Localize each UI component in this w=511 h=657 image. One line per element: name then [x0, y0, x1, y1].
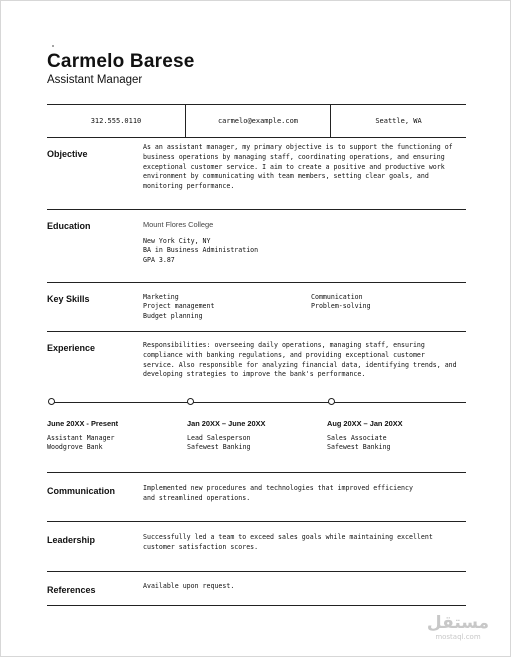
job-company: Woodgrove Bank — [47, 443, 103, 452]
divider — [47, 472, 466, 473]
education-school: Mount Flores College — [143, 220, 214, 229]
mostaql-logo — [419, 613, 497, 649]
leadership-text — [143, 533, 461, 553]
skill-item: Project management — [143, 302, 215, 311]
divider — [47, 209, 466, 210]
divider — [47, 137, 466, 138]
communication-text — [143, 484, 461, 504]
divider — [47, 331, 466, 332]
references-heading: References — [47, 585, 96, 595]
education-gpa: GPA 3.87 — [143, 255, 175, 264]
job-entry — [187, 434, 251, 453]
objective-line: exceptional customer service. I aim to create a positive and productive work — [143, 162, 445, 171]
references-text: Available upon request. — [143, 582, 235, 590]
skill-item: Budget planning — [143, 311, 203, 320]
candidate-name: Carmelo Barese — [47, 51, 195, 72]
logo-latin: mostaql.com — [435, 633, 481, 641]
experience-line: Responsibilities: overseeing daily operations, managing staff, ensuring — [143, 341, 425, 349]
education-degree: BA in Business Administration — [143, 246, 259, 255]
communication-heading: Communication — [47, 486, 116, 496]
experience-line: compliance with banking regulations, and providing exceptional customer — [143, 350, 425, 359]
job-dates: June 20XX - Present — [47, 419, 119, 428]
experience-line: service. Also responsible for analyzing financial data, identifying trends, and — [143, 360, 457, 369]
experience-text — [143, 341, 461, 380]
objective-line: As an assistant manager, my primary objective is to support the functioning of — [143, 143, 453, 151]
job-entry — [47, 434, 115, 453]
divider — [47, 605, 466, 606]
communication-line: and streamlined operations. — [143, 493, 251, 502]
communication-line: Implemented new procedures and technologies that improved efficiency — [143, 484, 413, 492]
experience-line: developing strategies to improve the bank's performance. — [143, 370, 366, 379]
job-dates: Aug 20XX – Jan 20XX — [327, 419, 403, 428]
skills-heading: Key Skills — [47, 294, 90, 304]
objective-line: business operations by managing staff, coordinating operations, and ensuring — [143, 152, 445, 161]
education-details — [143, 237, 258, 265]
skills-column-1 — [143, 293, 214, 321]
job-company: Safewest Banking — [187, 443, 251, 452]
skill-item: Problem-solving — [311, 302, 371, 311]
job-company: Safewest Banking — [327, 443, 391, 452]
logo-arabic: مستقل — [426, 613, 490, 633]
timeline-node — [328, 398, 335, 405]
contact-email: carmelo@example.com — [217, 117, 299, 125]
contact-location: Seattle, WA — [375, 117, 422, 125]
timeline-node — [187, 398, 194, 405]
skills-column-2 — [311, 293, 371, 312]
contact-bar — [47, 105, 466, 137]
job-dates: Jan 20XX – June 20XX — [187, 419, 266, 428]
contact-phone: 312.555.0110 — [90, 117, 142, 125]
job-role: Lead Salesperson — [187, 434, 251, 442]
skill-item: Communication — [311, 293, 363, 301]
divider — [47, 282, 466, 283]
education-location: New York City, NY — [143, 237, 211, 245]
candidate-title: Assistant Manager — [47, 74, 143, 86]
divider — [47, 571, 466, 572]
objective-line: environment by communicating with team members, setting clear goals, and — [143, 172, 429, 181]
divider — [47, 521, 466, 522]
leadership-line: customer satisfaction scores. — [143, 542, 259, 551]
objective-text — [143, 143, 461, 192]
job-role: Assistant Manager — [47, 434, 115, 442]
timeline-node — [48, 398, 55, 405]
leadership-line: Successfully led a team to exceed sales goals while maintaining excellent — [143, 533, 433, 541]
objective-heading: Objective — [47, 149, 88, 159]
timeline-line — [52, 402, 466, 403]
experience-heading: Experience — [47, 343, 96, 353]
job-role: Sales Associate — [327, 434, 387, 442]
objective-line: monitoring performance. — [143, 182, 235, 191]
job-entry — [327, 434, 391, 453]
decorative-dot — [52, 45, 54, 47]
skill-item: Marketing — [143, 293, 179, 301]
leadership-heading: Leadership — [47, 535, 96, 545]
education-heading: Education — [47, 221, 91, 231]
